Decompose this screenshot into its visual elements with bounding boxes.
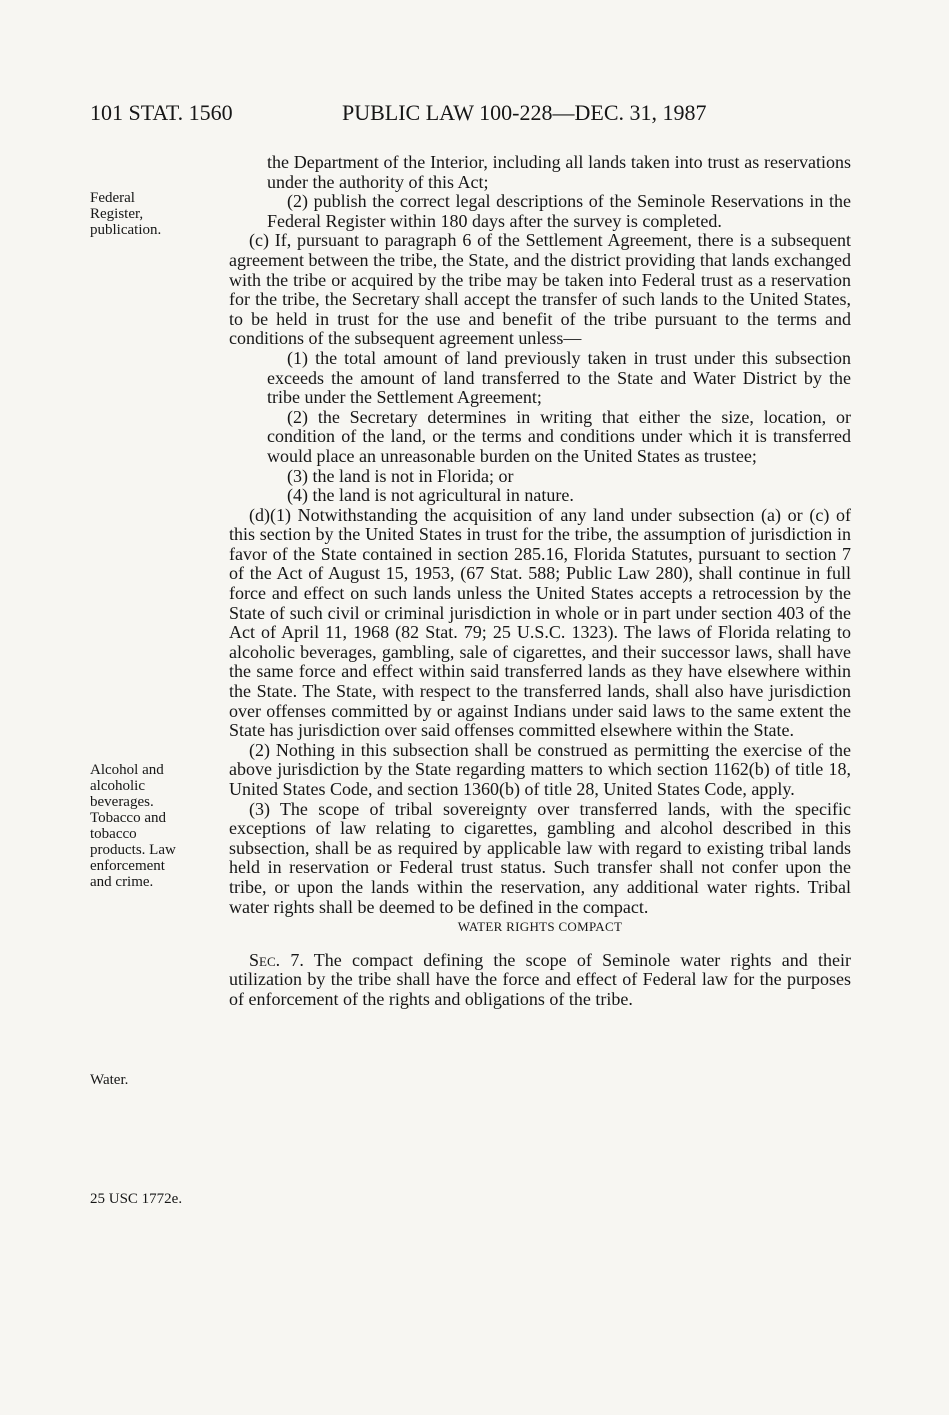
section-heading: WATER RIGHTS COMPACT (457, 919, 623, 935)
statute-page-number: 101 STAT. 1560 (90, 100, 233, 125)
paragraph-d2: (2) Nothing in this subsection shall be construed as permitting the exercise of the above jurisdiction by the State regarding matters to which section 1162(b) of title 18, United States Code, and section 1360(b) of title 28, United States Code, apply. (229, 739, 851, 799)
paragraph-c2: (2) the Secretary determines in writing that either the size, location, or condition of the land, or the terms and conditions under which it is transferred would place an unreasonable burden on the United States as trustee; (267, 406, 851, 466)
margin-note-federal-register: Federal Register, publication. (90, 190, 162, 238)
public-law-title: PUBLIC LAW 100-228—DEC. 31, 1987 (342, 100, 707, 125)
margin-note-alcohol: Alcohol and alcoholic beverages. Tobacco and tobacco products. Law enforcement and crime. (90, 762, 176, 890)
paragraph-b2: (2) publish the correct legal descriptions of the Seminole Reservations in the Federal Register within 180 days after the survey is completed. (267, 191, 851, 231)
paragraph-c4: (4) the land is not agricultural in nature. (287, 485, 574, 506)
margin-note-water: Water. (90, 1072, 129, 1088)
body-text (229, 153, 851, 1010)
paragraph-d3: (3) The scope of tribal sovereignty over transferred lands, with the specific exceptions of law relating to cigarettes, gambling and alcohol described in this subsection, shall be as required by applicable law with regard to existing tribal lands held in reservation or Federal trust status. Such transfer shall not confer upon the tribe, or upon the lands within the reservation, any additional water rights. Tribal water rights shall be deemed to be defined in the compact. (229, 798, 851, 917)
section-7-label: Sec. 7. (249, 949, 304, 970)
margin-note-usc: 25 USC 1772e. (90, 1191, 183, 1207)
paragraph-c3: (3) the land is not in Florida; or (287, 465, 514, 486)
paragraph-c1: (1) the total amount of land previously taken in trust under this subsection exceeds the amount of land transferred to the State and Water District by the tribe under the Settlement Agreement; (267, 347, 851, 408)
paragraph-d1: (d)(1) Notwithstanding the acquisition of any land under subsection (a) or (c) of this section by the United States in trust for the tribe, the assumption of jurisdiction in favor of the State contained in section 285.16, Florida Statutes, pursuant to section 7 of the Act of August 15, 1953, (67 Stat. 588; Public Law 280), shall continue in full force and effect on such lands unless the United States accepts a retrocession by the State of such civil or criminal jurisdiction in whole or in part under section 403 of the Act of April 11, 1968 (82 Stat. 79; 25 U.S.C. 1323). The laws of Florida relating to alcoholic beverages, gambling, sale of cigarettes, and their successor laws, shall have the same force and effect within said transferred lands as they have elsewhere within the State. The State, with respect to the transferred lands, shall also have jurisdiction over offenses committed by or against Indians under said laws to the same extent the State has jurisdiction over said offenses committed elsewhere within the State. (229, 504, 851, 741)
section-7 (229, 951, 851, 1010)
section-7-text: The compact defining the scope of Seminole water rights and their utilization by the tribe shall have the force and effect of Federal law for the purposes of enforcement of the rights and obligations of the tribe. (229, 949, 851, 1009)
paragraph-b1-continuation: the Department of the Interior, including all lands taken into trust as reservations under the authority of this Act; (267, 152, 851, 192)
paragraph-c: (c) If, pursuant to paragraph 6 of the Settlement Agreement, there is a subsequent agreement between the tribe, the State, and the district providing that lands exchanged with the tribe or acquired by the tribe may be taken into Federal trust as a reservation for the tribe, the Secretary shall accept the transfer of such lands to the United States, to be held in trust for the use and benefit of the tribe pursuant to the terms and conditions of the subsequent agreement unless— (229, 230, 851, 349)
page-header (90, 100, 870, 130)
